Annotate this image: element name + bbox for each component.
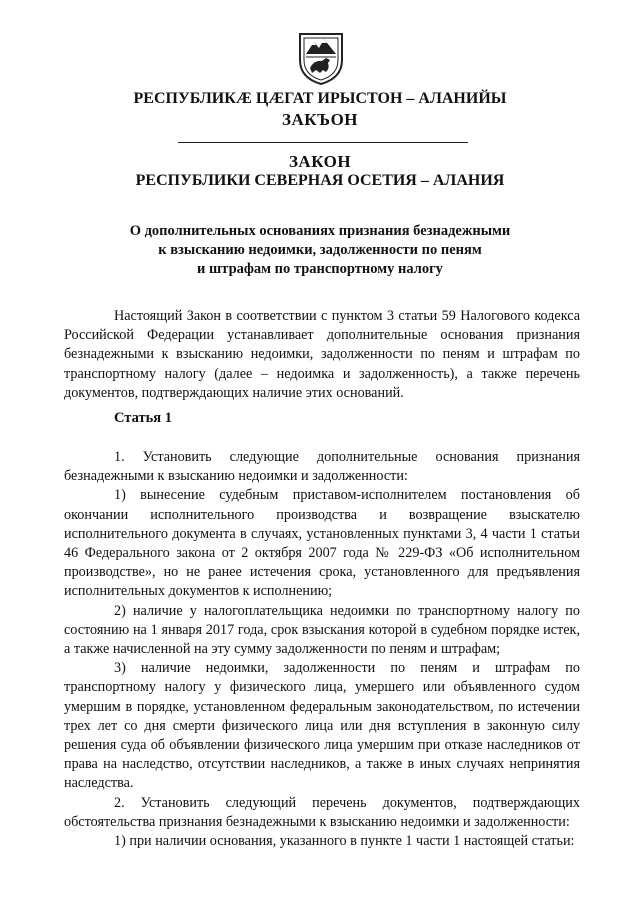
article-subparagraph-1-2: 2) наличие у налогоплательщика недоимки по транспортному налогу по состоянию на 1 января 2017 года, срок взыскания которой в судебном порядке истек, а также начисленной на эту сумму задолженности по пеням и штрафам; [64,602,580,658]
article-body [64,448,580,851]
header-divider [178,142,468,143]
law-title-line-3: и штрафам по транспортному налогу [197,261,443,277]
article-paragraph-2: 2. Установить следующий перечень документов, подтверждающих обстоятельства признания безнадежными к взысканию недоимки и задолженности: [64,794,580,830]
republic-name: РЕСПУБЛИКИ СЕВЕРНАЯ ОСЕТИЯ – АЛАНИЯ [135,172,505,189]
article-subparagraph-1-3: 3) наличие недоимки, задолженности по пеням и штрафам по транспортному налогу у физического лица, умершего или объявленного судом умершим в порядке, установленном федеральным законодательством, по истечении трех лет со дня смерти физического лица или дня вступления в законную силу решения суда об объявлении физического лица умершим при отказе наследников от права на наследство, отсутствии наследников, а также в иных случаях непринятия наследства. [64,660,580,792]
law-title-line-2: к взысканию недоимки, задолженности по пеням [158,242,482,258]
ossetian-republic-name: РЕСПУБЛИКӔ ЦӔГАТ ИРЫСТОН – АЛАНИЙЫ [133,90,507,107]
article-subparagraph-1-1: 1) вынесение судебным приставом-исполнителем постановления об окончании исполнительного производства и возвращение взыскателю исполнительного документа в случаях, установленных пунктами 3, 4 части 1 статьи 46 Федерального закона от 2 октября 2007 года № 229-ФЗ «Об исполнительном производстве», но не ранее истечения срока, установленного для предъявления исполнительных документов к исполнению; [64,487,580,600]
article-paragraph-1: 1. Установить следующие дополнительные основания признания безнадежными к взысканию недоимки и задолженности: [64,449,580,485]
preamble-block [64,307,580,403]
law-title [0,222,640,279]
article-subparagraph-2-1: 1) при наличии основания, указанного в пункте 1 части 1 настоящей статьи: [114,833,575,850]
law-title-line-1: О дополнительных основаниях признания безнадежными [129,223,511,239]
ossetian-law-heading: ЗАКЪОН [281,110,359,129]
article-heading: Статья 1 [114,410,172,426]
coat-of-arms-emblem-icon [296,30,346,86]
law-heading: ЗАКОН [288,152,352,171]
preamble-paragraph: Настоящий Закон в соответствии с пунктом 3 статьи 59 Налогового кодекса Российской Федерации устанавливает дополнительные основания признания безнадежными к взысканию недоимки, задолженности по пеням и штрафам по транспортному налогу (далее – недоимка и задолженность), а также перечень документов, подтверждающих наличие этих оснований. [64,308,580,401]
